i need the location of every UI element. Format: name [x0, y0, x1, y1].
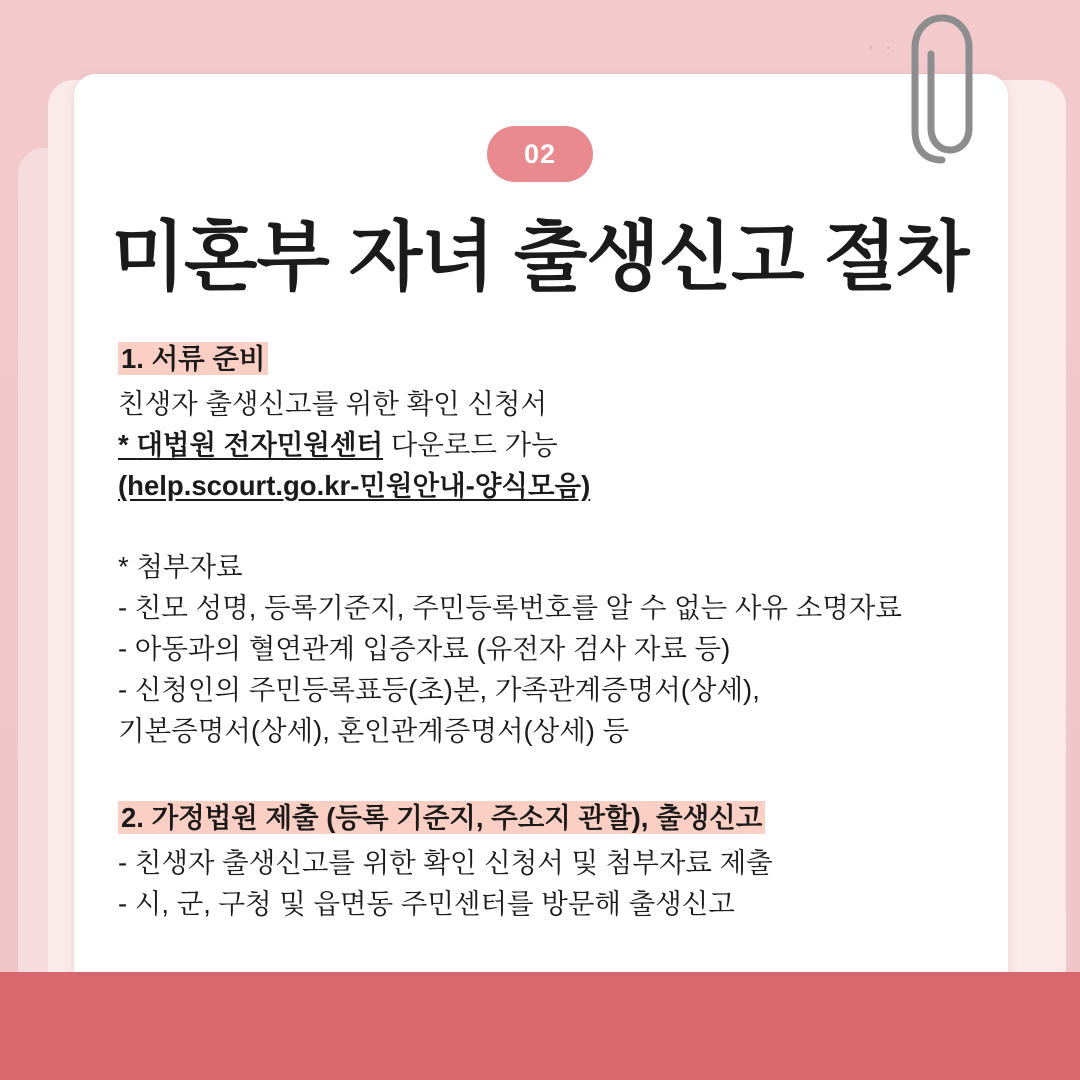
section-2-item: - 친생자 출생신고를 위한 확인 신청서 및 첨부자료 제출 — [118, 847, 773, 878]
spacer — [118, 506, 998, 546]
page-title: 미혼부 자녀 출생신고 절차 — [111, 215, 969, 300]
section-number-badge: 02 — [487, 126, 593, 182]
spacer — [118, 751, 998, 797]
section-1-heading-row — [118, 338, 998, 379]
attachment-item: - 신청인의 주민등록표등(초)본, 가족관계증명서(상세), — [118, 674, 760, 705]
attachments-label: * 첨부자료 — [118, 551, 243, 582]
section-1-line-1: 친생자 출생신고를 위한 확인 신청서 — [118, 388, 548, 419]
bottom-color-band — [0, 972, 1080, 1080]
attachment-item: - 아동과의 혈연관계 입증자료 (유전자 검사 자료 등) — [118, 633, 731, 664]
dot-decoration: · · — [867, 34, 894, 59]
attachment-item: - 친모 성명, 등록기준지, 주민등록번호를 알 수 없는 사유 소명자료 — [118, 592, 902, 623]
card-body — [118, 338, 998, 924]
section-1-heading: 1. 서류 준비 — [118, 342, 268, 375]
asterisk-marker: * — [118, 429, 137, 460]
court-center-name: 대법원 전자민원센터 — [136, 429, 384, 460]
section-1-line-3 — [118, 465, 998, 506]
section-1-line-2 — [118, 424, 998, 465]
paperclip-icon — [882, 8, 1002, 168]
attachment-item: 기본증명서(상세), 혼인관계증명서(상세) 등 — [118, 715, 630, 746]
section-2-item: - 시, 군, 구청 및 읍면동 주민센터를 방문해 출생신고 — [118, 888, 735, 919]
section-2-heading-row — [118, 797, 998, 838]
section-2-heading: 2. 가정법원 제출 (등록 기준지, 주소지 관할), 출생신고 — [118, 801, 765, 834]
download-note: 다운로드 가능 — [383, 429, 558, 460]
download-url-path: (help.scourt.go.kr-민원안내-양식모음) — [118, 470, 591, 501]
